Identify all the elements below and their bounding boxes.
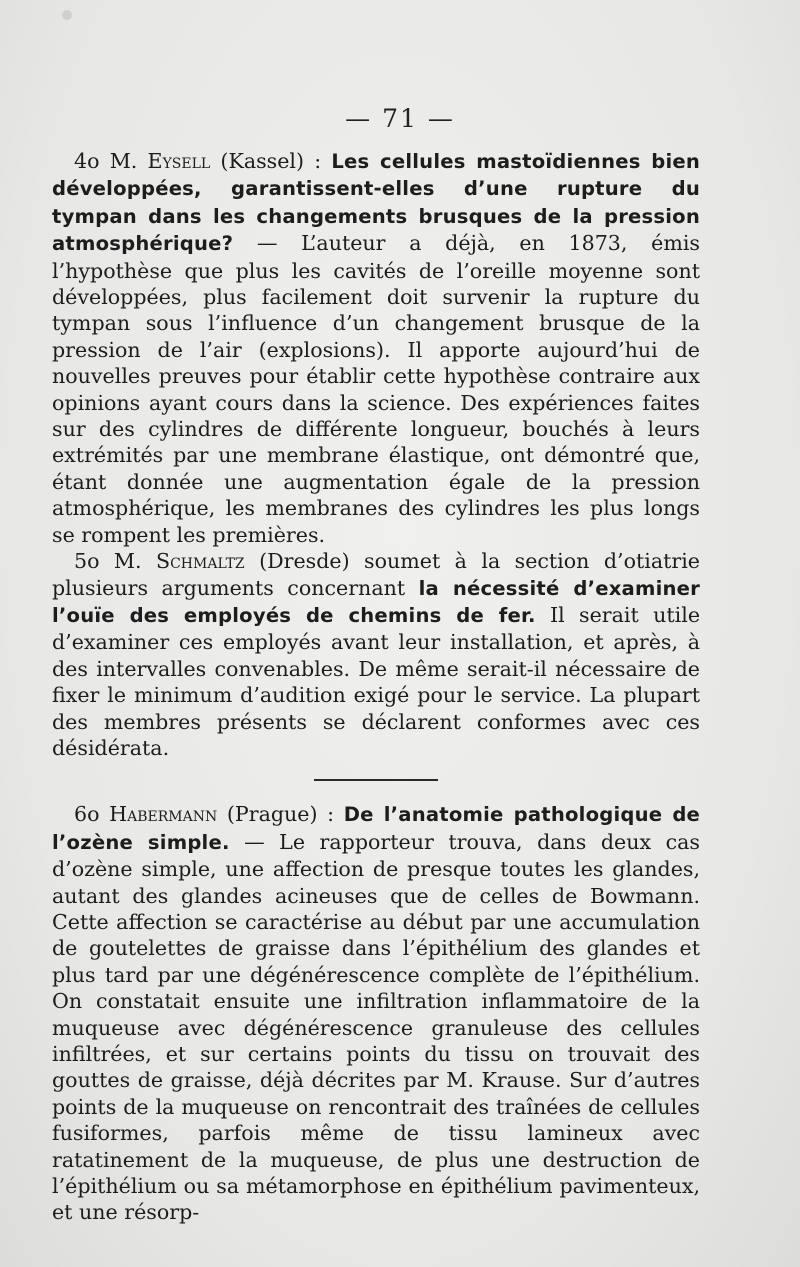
entry-body: — L’auteur a déjà, en 1873, émis l’hypothèse que plus les cavités de l’oreille moyenne sont développées, plus facilement doit survenir la rupture du tympan sous l’influence d’un changement brusque de la pression de l’air (explosions). Il apporte aujourd’hui de nouvelles preuves pour établir cette hypothèse contraire aux opinions ayant cours dans la science. Des expériences faites sur des cylindres de différente longueur, bouchés à leurs extrémités par une membrane élastique, ont démontré que, étant donnée une augmentation égale de la pression atmosphérique, les membranes des cylindres les plus longs se rompent les premières. bbox=[52, 231, 700, 547]
section-divider bbox=[314, 779, 438, 781]
entry-body-before: soumet à la section d’otiatrie plusieurs arguments concernant bbox=[52, 549, 700, 600]
entry-body: — Le rapporteur trouva, dans deux cas d’ozène simple, une affection de presque toutes les glandes, autant des glandes acineuses que de celles de Bowmann. Cette affection se caractérise au début par une accumulation de goutelettes de graisse dans l’épithélium des glandes et plus tard par une dégénérescence complète de l’épithélium. On constatait ensuite une infiltration inflammatoire de la muqueuse avec dégénérescence granuleuse des cellules infiltrées, et sur certains points du tissu on trouvait des gouttes de graisse, déjà décrites par M. Krause. Sur d’autres points de la muqueuse on rencontrait des traînées de cellules fusiformes, parfois même de tissu lamineux avec ratatinement de la muqueuse, de plus une destruction de l’épithélium ou sa métamorphose en épithélium pavimenteux, et une résorp- bbox=[52, 829, 700, 1225]
author-name: Habermann bbox=[109, 802, 218, 827]
author-name: Eysell bbox=[147, 149, 211, 173]
author-place: (Kassel) : bbox=[220, 149, 322, 173]
entry-title: Les cellules mastoïdiennes bien développées, garantissent-elles d’une rupture du tympan dans les changements brusques de la pression atmosphérique? bbox=[52, 150, 701, 256]
page-text bbox=[52, 148, 700, 1226]
entry-schmaltz bbox=[52, 548, 700, 761]
author-place: (Dresde) bbox=[259, 549, 350, 574]
entry-habermann bbox=[52, 801, 700, 1226]
entry-eysell bbox=[52, 148, 700, 548]
author-prefix: M. bbox=[109, 149, 138, 173]
entry-body: Il serait utile d’examiner ces employés avant leur installation, et après, à des intervalles convenables. De même serait-il nécessaire de fixer le minimum d’audition exigé pour le service. La plupart des membres présents se déclarent conformes avec ces désidérata. bbox=[52, 602, 701, 760]
author-place: (Prague) : bbox=[226, 802, 335, 827]
page-number: — 71 — bbox=[345, 104, 455, 133]
author-name: Schmaltz bbox=[155, 549, 245, 574]
entry-title: De l’anatomie pathologique de l’ozène simple. bbox=[52, 803, 701, 854]
entry-number: 5o bbox=[74, 549, 100, 574]
author-prefix: M. bbox=[113, 549, 142, 574]
entry-number: 4o bbox=[74, 149, 100, 173]
entry-title: la nécessité d’examiner l’ouïe des employés de chemins de fer. bbox=[52, 576, 701, 627]
entry-number: 6o bbox=[74, 802, 100, 827]
paper-speck bbox=[62, 10, 72, 20]
